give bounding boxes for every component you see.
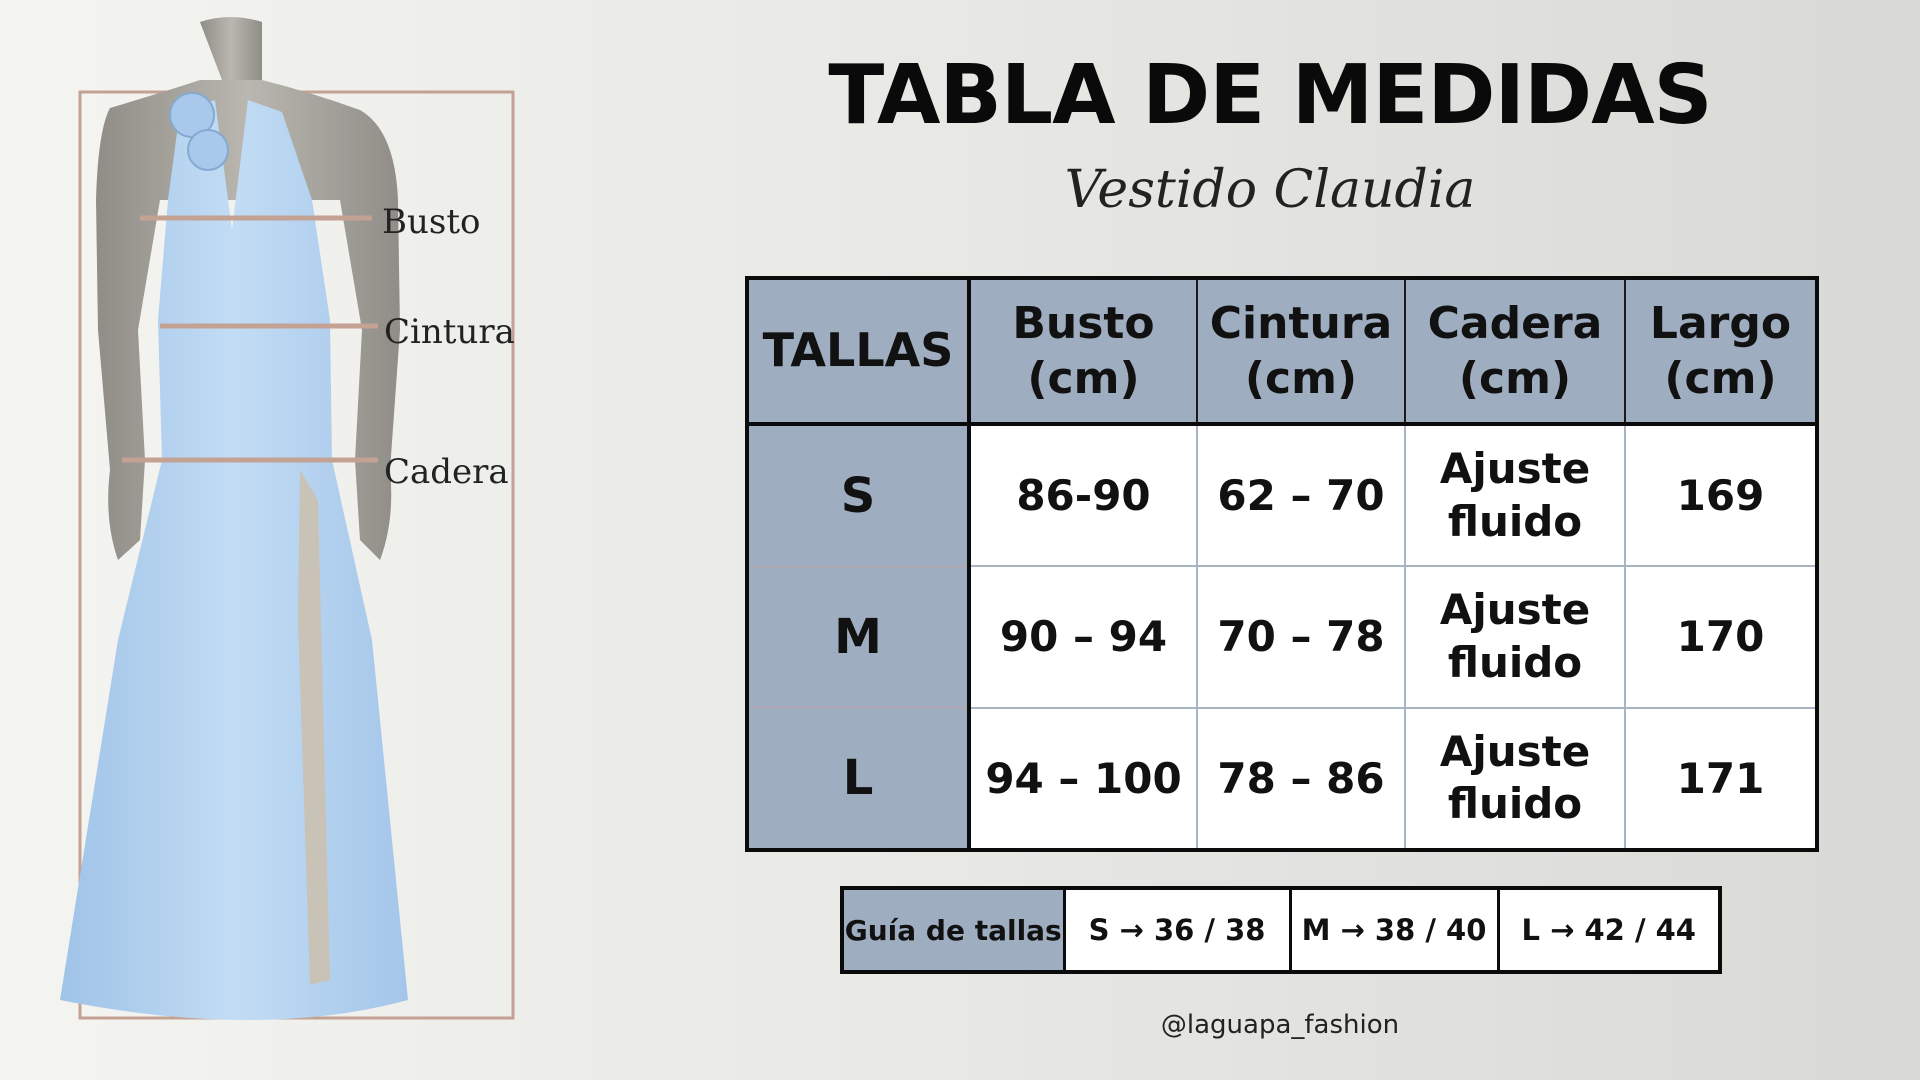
- header-cadera: Cadera (cm): [1405, 278, 1625, 424]
- social-handle: @laguapa_fashion: [1160, 1010, 1400, 1040]
- size-guide-label: Guía de tallas: [842, 888, 1064, 972]
- bust-value: 94 – 100: [969, 708, 1197, 850]
- size-guide-item-m: M → 38 / 40: [1290, 888, 1498, 972]
- waist-value: 70 – 78: [1197, 566, 1405, 707]
- waist-value: 62 – 70: [1197, 424, 1405, 566]
- header-largo: Largo (cm): [1625, 278, 1817, 424]
- length-value: 170: [1625, 566, 1817, 707]
- table-row: [747, 708, 1817, 850]
- header-busto: Busto (cm): [969, 278, 1197, 424]
- waist-value: 78 – 86: [1197, 708, 1405, 850]
- length-value: 171: [1625, 708, 1817, 850]
- page-title: TABLA DE MEDIDAS: [828, 48, 1712, 143]
- table-row: [747, 566, 1817, 707]
- hip-label: Cadera: [384, 452, 509, 492]
- size-guide-item-l: L → 42 / 44: [1498, 888, 1720, 972]
- table-row: [747, 424, 1817, 566]
- size-label: L: [747, 708, 969, 850]
- length-value: 169: [1625, 424, 1817, 566]
- size-table: [745, 276, 1819, 852]
- table-header-row: [747, 278, 1817, 424]
- hip-value: Ajuste fluido: [1405, 566, 1625, 707]
- flower-2: [188, 130, 228, 170]
- page-subtitle: Vestido Claudia: [1064, 160, 1476, 220]
- bust-value: 86-90: [969, 424, 1197, 566]
- bust-label: Busto: [382, 202, 481, 242]
- header-tallas: TALLAS: [747, 278, 969, 424]
- dress-illustration: [0, 0, 560, 1080]
- size-label: S: [747, 424, 969, 566]
- hip-value: Ajuste fluido: [1405, 708, 1625, 850]
- header-cintura: Cintura (cm): [1197, 278, 1405, 424]
- size-guide-item-s: S → 36 / 38: [1064, 888, 1290, 972]
- size-guide: [840, 886, 1722, 974]
- bust-value: 90 – 94: [969, 566, 1197, 707]
- hip-value: Ajuste fluido: [1405, 424, 1625, 566]
- mannequin-dress-drawing: [0, 0, 560, 1080]
- mannequin-neck: [200, 17, 262, 88]
- waist-label: Cintura: [384, 312, 515, 352]
- size-label: M: [747, 566, 969, 707]
- size-guide-row: [842, 888, 1720, 972]
